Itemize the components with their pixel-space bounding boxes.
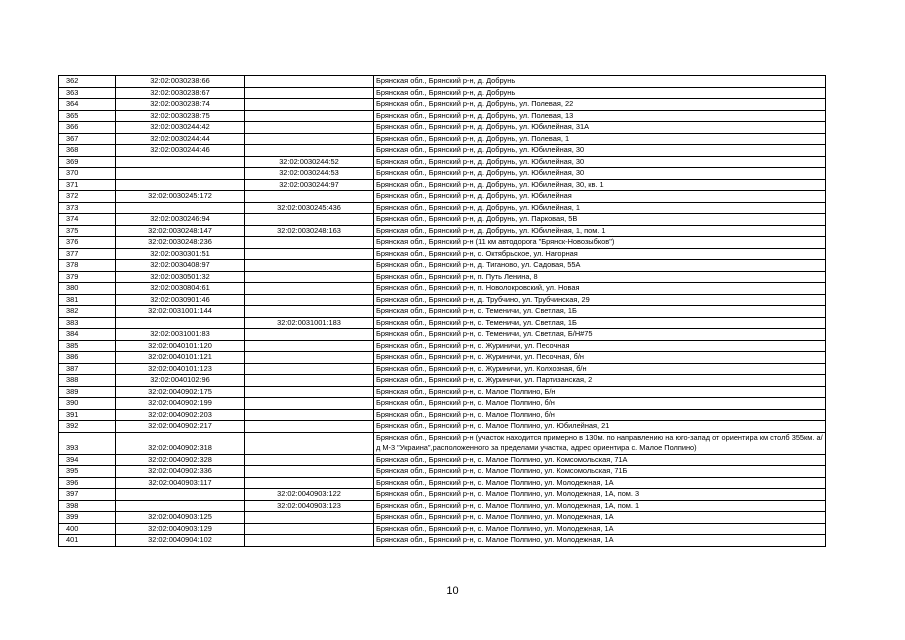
row-number-cell: 398 <box>59 500 116 512</box>
related-cadastral-number-cell: 32:02:0040903:122 <box>245 489 374 501</box>
address-cell: Брянская обл., Брянский р-н (участок находится примерно в 130м. по направлению на юго-запад от ориентира км столб 355км. а/д М-3 "Украина",расположенного за пределами участка, адрес ориентира с. Малое Полпино) <box>374 432 826 454</box>
row-number-cell: 372 <box>59 191 116 203</box>
table-row <box>59 535 826 547</box>
row-number-cell: 393 <box>59 432 116 454</box>
row-number-cell: 395 <box>59 466 116 478</box>
table-row <box>59 145 826 157</box>
address-cell: Брянская обл., Брянский р-н, с. Малое Полпино, ул. Молодежная, 1А, пом. 1 <box>374 500 826 512</box>
address-cell: Брянская обл., Брянский р-н, д. Добрунь, ул. Юбилейная, 30 <box>374 145 826 157</box>
row-number-cell: 371 <box>59 179 116 191</box>
cadastral-number-cell: 32:02:0040903:129 <box>116 523 245 535</box>
table-row <box>59 352 826 364</box>
address-cell: Брянская обл., Брянский р-н, с. Малое Полпино, ул. Юбилейная, 21 <box>374 421 826 433</box>
row-number-cell: 389 <box>59 386 116 398</box>
cadastral-number-cell: 32:02:0030804:61 <box>116 283 245 295</box>
row-number-cell: 399 <box>59 512 116 524</box>
table-row <box>59 500 826 512</box>
cadastral-number-cell: 32:02:0040902:336 <box>116 466 245 478</box>
cadastral-number-cell: 32:02:0030246:94 <box>116 214 245 226</box>
table-row <box>59 477 826 489</box>
related-cadastral-number-cell: 32:02:0030244:97 <box>245 179 374 191</box>
related-cadastral-number-cell <box>245 421 374 433</box>
related-cadastral-number-cell <box>245 535 374 547</box>
table-row <box>59 202 826 214</box>
address-cell: Брянская обл., Брянский р-н, д. Добрунь, ул. Парковая, 5В <box>374 214 826 226</box>
cadastral-number-cell: 32:02:0040101:123 <box>116 363 245 375</box>
address-cell: Брянская обл., Брянский р-н, с. Октябрьское, ул. Нагорная <box>374 248 826 260</box>
cadastral-number-cell: 32:02:0040902:175 <box>116 386 245 398</box>
address-cell: Брянская обл., Брянский р-н, с. Малое Полпино, б/н <box>374 409 826 421</box>
cadastral-number-cell: 32:02:0030238:74 <box>116 99 245 111</box>
row-number-cell: 368 <box>59 145 116 157</box>
cadastral-number-cell: 32:02:0030244:44 <box>116 133 245 145</box>
table-row <box>59 398 826 410</box>
address-cell: Брянская обл., Брянский р-н, с. Теменичи, ул. Светлая, 1Б <box>374 306 826 318</box>
cadastral-number-cell: 32:02:0040903:125 <box>116 512 245 524</box>
row-number-cell: 391 <box>59 409 116 421</box>
table-row <box>59 294 826 306</box>
row-number-cell: 362 <box>59 76 116 88</box>
related-cadastral-number-cell <box>245 214 374 226</box>
row-number-cell: 380 <box>59 283 116 295</box>
row-number-cell: 363 <box>59 87 116 99</box>
related-cadastral-number-cell <box>245 271 374 283</box>
related-cadastral-number-cell <box>245 237 374 249</box>
row-number-cell: 378 <box>59 260 116 272</box>
row-number-cell: 388 <box>59 375 116 387</box>
table-row <box>59 99 826 111</box>
address-cell: Брянская обл., Брянский р-н, с. Теменичи, ул. Светлая, Б/Н#75 <box>374 329 826 341</box>
cadastral-number-cell: 32:02:0040101:120 <box>116 340 245 352</box>
row-number-cell: 370 <box>59 168 116 180</box>
related-cadastral-number-cell <box>245 76 374 88</box>
address-cell: Брянская обл., Брянский р-н, с. Журиничи, ул. Песочная <box>374 340 826 352</box>
address-cell: Брянская обл., Брянский р-н, д. Добрунь, ул. Полевая, 1 <box>374 133 826 145</box>
row-number-cell: 390 <box>59 398 116 410</box>
row-number-cell: 384 <box>59 329 116 341</box>
related-cadastral-number-cell <box>245 386 374 398</box>
address-cell: Брянская обл., Брянский р-н, д. Трубчино, ул. Трубчинская, 29 <box>374 294 826 306</box>
related-cadastral-number-cell <box>245 191 374 203</box>
cadastral-number-cell: 32:02:0030248:236 <box>116 237 245 249</box>
related-cadastral-number-cell <box>245 87 374 99</box>
row-number-cell: 375 <box>59 225 116 237</box>
address-cell: Брянская обл., Брянский р-н, д. Добрунь, ул. Юбилейная <box>374 191 826 203</box>
row-number-cell: 364 <box>59 99 116 111</box>
address-cell: Брянская обл., Брянский р-н, д. Тиганово, ул. Садовая, 55А <box>374 260 826 272</box>
page-number: 10 <box>446 585 459 597</box>
address-cell: Брянская обл., Брянский р-н, с. Малое Полпино, б/н <box>374 398 826 410</box>
related-cadastral-number-cell <box>245 352 374 364</box>
address-cell: Брянская обл., Брянский р-н, д. Добрунь, ул. Полевая, 22 <box>374 99 826 111</box>
row-number-cell: 382 <box>59 306 116 318</box>
related-cadastral-number-cell <box>245 340 374 352</box>
related-cadastral-number-cell <box>245 375 374 387</box>
related-cadastral-number-cell <box>245 512 374 524</box>
table-row <box>59 454 826 466</box>
address-cell: Брянская обл., Брянский р-н, д. Добрунь, ул. Юбилейная, 30, кв. 1 <box>374 179 826 191</box>
related-cadastral-number-cell: 32:02:0040903:123 <box>245 500 374 512</box>
row-number-cell: 387 <box>59 363 116 375</box>
table-row <box>59 466 826 478</box>
row-number-cell: 397 <box>59 489 116 501</box>
related-cadastral-number-cell <box>245 260 374 272</box>
address-cell: Брянская обл., Брянский р-н, п. Новолокровский, ул. Новая <box>374 283 826 295</box>
table-row <box>59 237 826 249</box>
table-row <box>59 156 826 168</box>
table-row <box>59 248 826 260</box>
related-cadastral-number-cell: 32:02:0030244:53 <box>245 168 374 180</box>
table-row <box>59 191 826 203</box>
row-number-cell: 379 <box>59 271 116 283</box>
cadastral-number-cell: 32:02:0030901:46 <box>116 294 245 306</box>
table-row <box>59 363 826 375</box>
cadastral-number-cell: 32:02:0040902:203 <box>116 409 245 421</box>
row-number-cell: 369 <box>59 156 116 168</box>
table-row <box>59 110 826 122</box>
row-number-cell: 366 <box>59 122 116 134</box>
table-row <box>59 214 826 226</box>
cadastral-number-cell <box>116 179 245 191</box>
table-row <box>59 375 826 387</box>
table-row <box>59 168 826 180</box>
address-cell: Брянская обл., Брянский р-н, п. Путь Ленина, 8 <box>374 271 826 283</box>
related-cadastral-number-cell <box>245 432 374 454</box>
related-cadastral-number-cell <box>245 283 374 295</box>
cadastral-number-cell: 32:02:0030408:97 <box>116 260 245 272</box>
related-cadastral-number-cell <box>245 409 374 421</box>
related-cadastral-number-cell <box>245 248 374 260</box>
table-row <box>59 306 826 318</box>
related-cadastral-number-cell <box>245 306 374 318</box>
address-cell: Брянская обл., Брянский р-н, с. Малое Полпино, ул. Молодежная, 1А <box>374 523 826 535</box>
address-cell: Брянская обл., Брянский р-н, с. Малое Полпино, Б/н <box>374 386 826 398</box>
related-cadastral-number-cell <box>245 523 374 535</box>
cadastral-number-cell <box>116 156 245 168</box>
related-cadastral-number-cell <box>245 145 374 157</box>
address-cell: Брянская обл., Брянский р-н, д. Добрунь, ул. Юбилейная, 1, пом. 1 <box>374 225 826 237</box>
address-cell: Брянская обл., Брянский р-н, д. Добрунь, ул. Юбилейная, 31А <box>374 122 826 134</box>
cadastral-number-cell: 32:02:0030238:66 <box>116 76 245 88</box>
cadastral-number-cell: 32:02:0040902:328 <box>116 454 245 466</box>
table-row <box>59 386 826 398</box>
table-row <box>59 271 826 283</box>
address-cell: Брянская обл., Брянский р-н, д. Добрунь, ул. Юбилейная, 30 <box>374 168 826 180</box>
cadastral-number-cell <box>116 317 245 329</box>
address-cell: Брянская обл., Брянский р-н, с. Журиничи, ул. Партизанская, 2 <box>374 375 826 387</box>
address-cell: Брянская обл., Брянский р-н, д. Добрунь <box>374 87 826 99</box>
cadastral-number-cell: 32:02:0040102:96 <box>116 375 245 387</box>
cadastral-number-cell: 32:02:0040903:117 <box>116 477 245 489</box>
cadastral-number-cell <box>116 489 245 501</box>
table-row <box>59 76 826 88</box>
table-row <box>59 317 826 329</box>
cadastral-number-cell <box>116 168 245 180</box>
cadastral-number-cell: 32:02:0030248:147 <box>116 225 245 237</box>
table-row <box>59 179 826 191</box>
table-row <box>59 432 826 454</box>
address-cell: Брянская обл., Брянский р-н, с. Теменичи, ул. Светлая, 1Б <box>374 317 826 329</box>
table-row <box>59 283 826 295</box>
address-cell: Брянская обл., Брянский р-н, д. Добрунь, ул. Полевая, 13 <box>374 110 826 122</box>
property-table <box>58 75 826 547</box>
related-cadastral-number-cell: 32:02:0030244:52 <box>245 156 374 168</box>
address-cell: Брянская обл., Брянский р-н, с. Малое Полпино, ул. Комсомольская, 71Б <box>374 466 826 478</box>
related-cadastral-number-cell <box>245 398 374 410</box>
row-number-cell: 394 <box>59 454 116 466</box>
cadastral-number-cell: 32:02:0040904:102 <box>116 535 245 547</box>
cadastral-number-cell: 32:02:0040902:217 <box>116 421 245 433</box>
address-cell: Брянская обл., Брянский р-н, с. Журиничи, ул. Песочная, б/н <box>374 352 826 364</box>
related-cadastral-number-cell <box>245 329 374 341</box>
row-number-cell: 385 <box>59 340 116 352</box>
row-number-cell: 396 <box>59 477 116 489</box>
row-number-cell: 392 <box>59 421 116 433</box>
table-row <box>59 421 826 433</box>
address-cell: Брянская обл., Брянский р-н, д. Добрунь, ул. Юбилейная, 1 <box>374 202 826 214</box>
address-cell: Брянская обл., Брянский р-н, д. Добрунь <box>374 76 826 88</box>
row-number-cell: 376 <box>59 237 116 249</box>
table-row <box>59 329 826 341</box>
address-cell: Брянская обл., Брянский р-н (11 км автодорога "Брянск-Новозыбков") <box>374 237 826 249</box>
related-cadastral-number-cell <box>245 110 374 122</box>
row-number-cell: 367 <box>59 133 116 145</box>
table-row <box>59 409 826 421</box>
address-cell: Брянская обл., Брянский р-н, д. Добрунь, ул. Юбилейная, 30 <box>374 156 826 168</box>
cadastral-number-cell: 32:02:0030501:32 <box>116 271 245 283</box>
table-row <box>59 122 826 134</box>
cadastral-number-cell: 32:02:0030238:67 <box>116 87 245 99</box>
row-number-cell: 386 <box>59 352 116 364</box>
table-row <box>59 489 826 501</box>
row-number-cell: 374 <box>59 214 116 226</box>
related-cadastral-number-cell <box>245 363 374 375</box>
cadastral-number-cell: 32:02:0030244:46 <box>116 145 245 157</box>
cadastral-number-cell: 32:02:0030238:75 <box>116 110 245 122</box>
related-cadastral-number-cell <box>245 454 374 466</box>
cadastral-number-cell: 32:02:0040101:121 <box>116 352 245 364</box>
address-cell: Брянская обл., Брянский р-н, с. Малое Полпино, ул. Молодежная, 1А, пом. 3 <box>374 489 826 501</box>
cadastral-number-cell <box>116 202 245 214</box>
cadastral-number-cell: 32:02:0040902:318 <box>116 432 245 454</box>
row-number-cell: 381 <box>59 294 116 306</box>
cadastral-number-cell: 32:02:0040902:199 <box>116 398 245 410</box>
related-cadastral-number-cell: 32:02:0031001:183 <box>245 317 374 329</box>
table-row <box>59 87 826 99</box>
cadastral-number-cell: 32:02:0031001:83 <box>116 329 245 341</box>
table-body <box>59 76 826 547</box>
table-row <box>59 523 826 535</box>
related-cadastral-number-cell <box>245 133 374 145</box>
row-number-cell: 383 <box>59 317 116 329</box>
cadastral-number-cell: 32:02:0030244:42 <box>116 122 245 134</box>
table-row <box>59 512 826 524</box>
related-cadastral-number-cell <box>245 477 374 489</box>
row-number-cell: 377 <box>59 248 116 260</box>
cadastral-number-cell <box>116 500 245 512</box>
related-cadastral-number-cell <box>245 294 374 306</box>
address-cell: Брянская обл., Брянский р-н, с. Малое Полпино, ул. Молодежная, 1А <box>374 477 826 489</box>
row-number-cell: 373 <box>59 202 116 214</box>
row-number-cell: 365 <box>59 110 116 122</box>
address-cell: Брянская обл., Брянский р-н, с. Журиничи, ул. Колхозная, б/н <box>374 363 826 375</box>
table-row <box>59 260 826 272</box>
related-cadastral-number-cell <box>245 122 374 134</box>
table-row <box>59 340 826 352</box>
cadastral-number-cell: 32:02:0031001:144 <box>116 306 245 318</box>
related-cadastral-number-cell <box>245 99 374 111</box>
table-row <box>59 133 826 145</box>
row-number-cell: 400 <box>59 523 116 535</box>
related-cadastral-number-cell: 32:02:0030245:436 <box>245 202 374 214</box>
cadastral-number-cell: 32:02:0030301:51 <box>116 248 245 260</box>
related-cadastral-number-cell <box>245 466 374 478</box>
table-row <box>59 225 826 237</box>
address-cell: Брянская обл., Брянский р-н, с. Малое Полпино, ул. Молодежная, 1А <box>374 512 826 524</box>
row-number-cell: 401 <box>59 535 116 547</box>
address-cell: Брянская обл., Брянский р-н, с. Малое Полпино, ул. Молодежная, 1А <box>374 535 826 547</box>
cadastral-number-cell: 32:02:0030245:172 <box>116 191 245 203</box>
address-cell: Брянская обл., Брянский р-н, с. Малое Полпино, ул. Комсомольская, 71А <box>374 454 826 466</box>
related-cadastral-number-cell: 32:02:0030248:163 <box>245 225 374 237</box>
